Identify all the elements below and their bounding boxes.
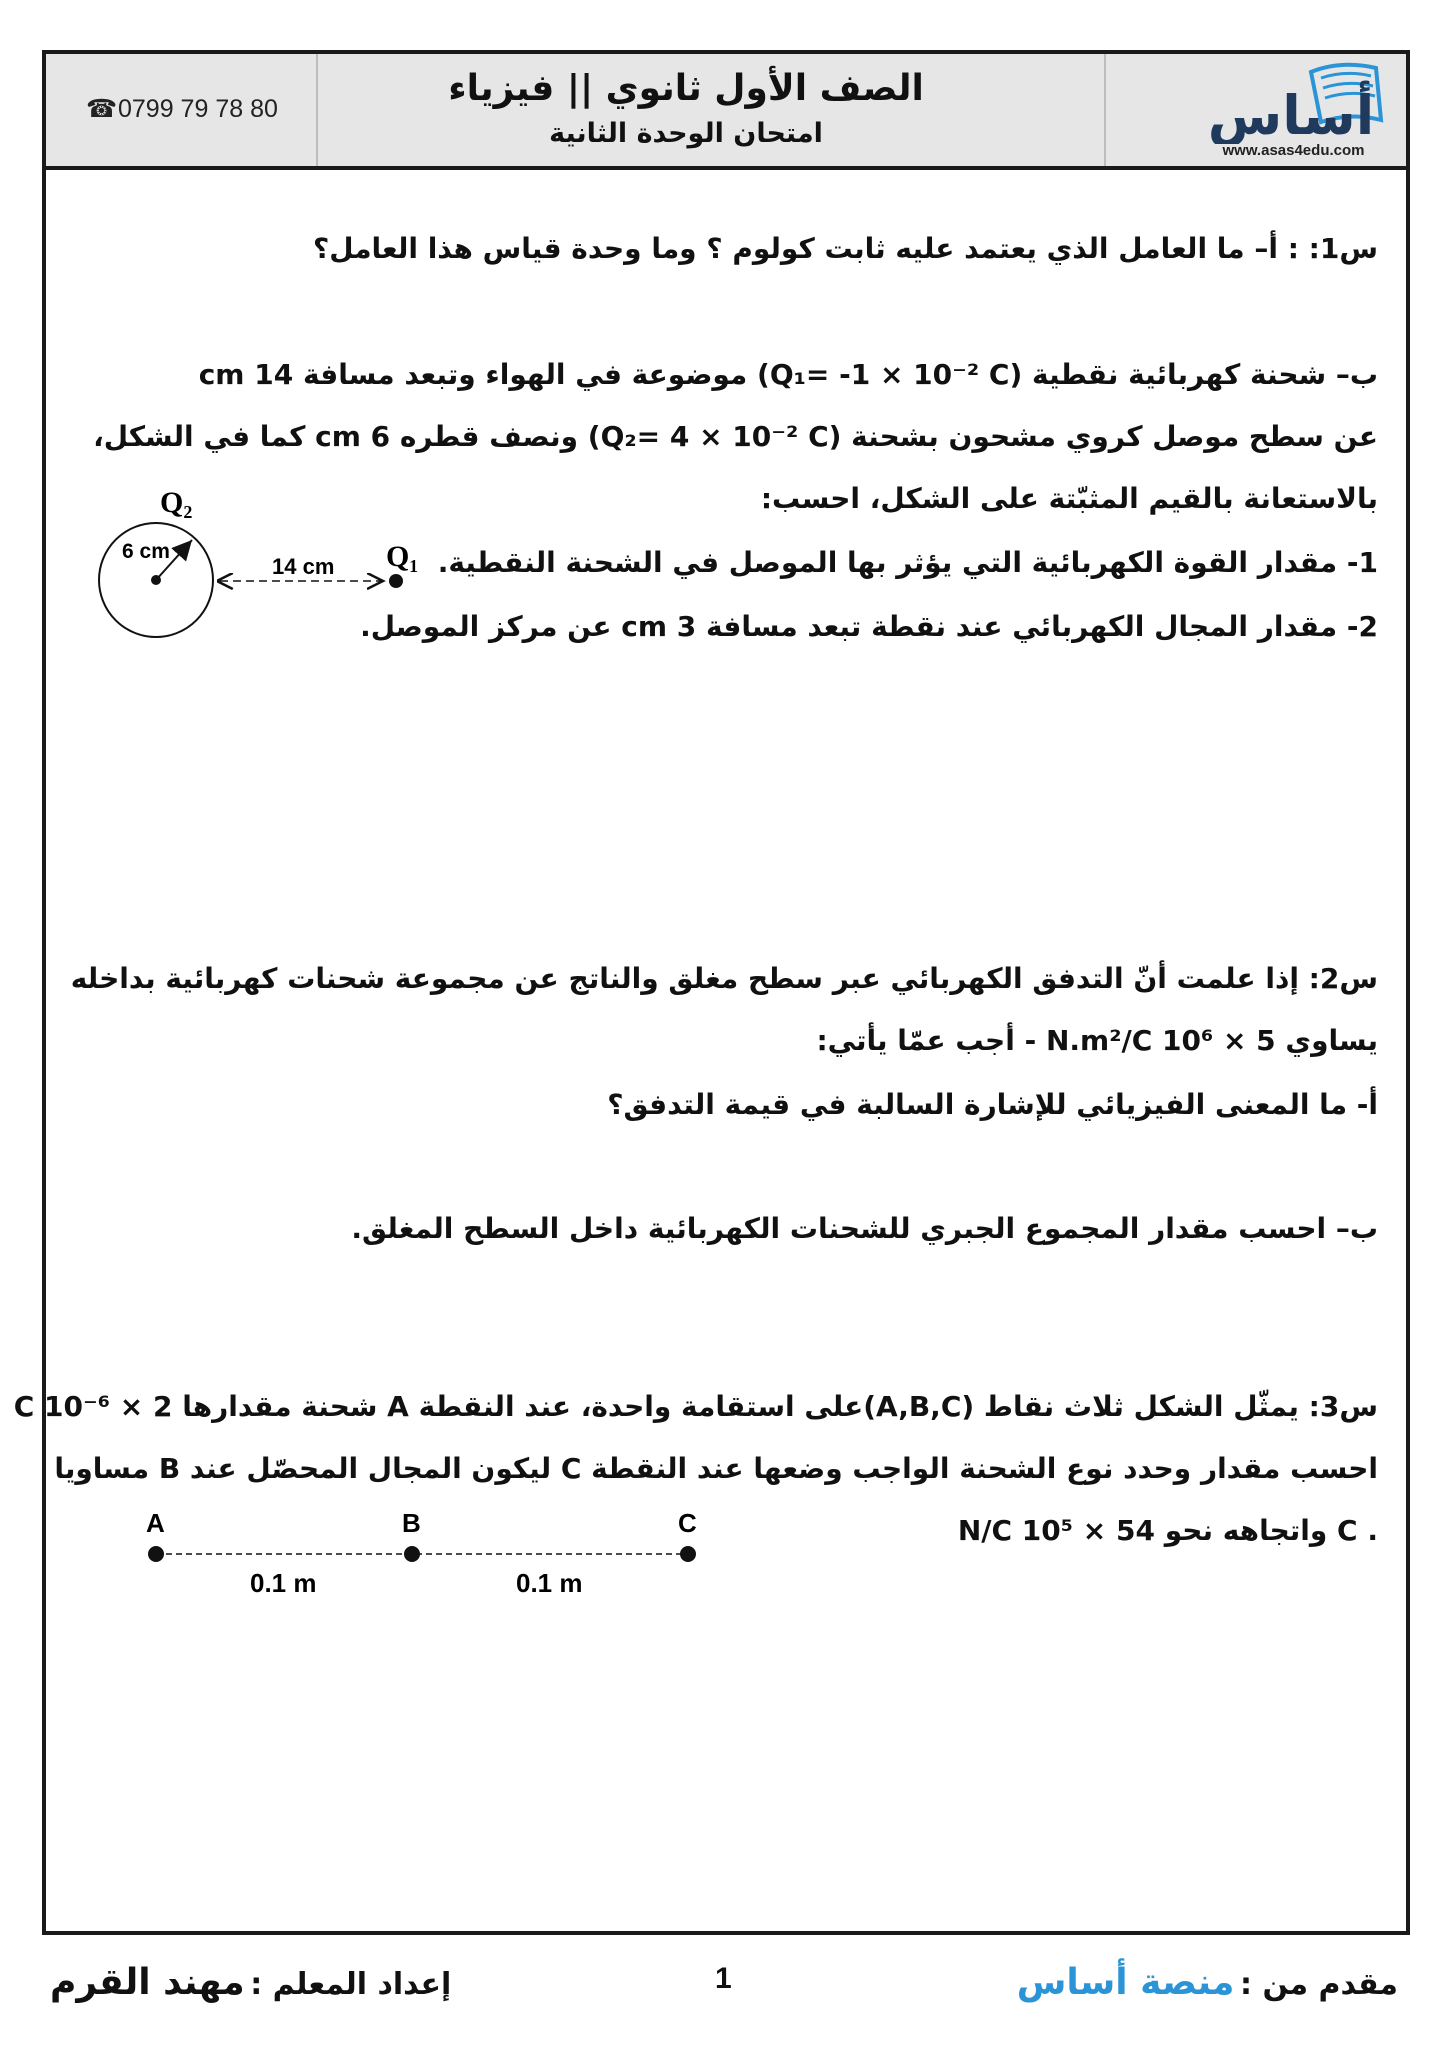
page-subtitle: امتحان الوحدة الثانية [549, 118, 823, 149]
footer-presented-by [1017, 1962, 1398, 2003]
distance-ab-label: 0.1 m [250, 1568, 317, 1598]
point-a-label: A [146, 1508, 165, 1538]
footer-prepared-by [50, 1962, 451, 2003]
distance-label: 14 cm [272, 554, 335, 579]
phone-text: 0799 79 78 80 [118, 95, 278, 123]
q3-line-1: س3: يمثّل الشكل ثلاث نقاط (A,B,C)على استقامة واحدة، عند النقطة A شحنة مقدارها C 10⁻⁶ × 2 [13, 1390, 1378, 1423]
q3-figure [130, 1500, 710, 1610]
distance-bc-label: 0.1 m [516, 1568, 583, 1598]
q1-item-2: 2- مقدار المجال الكهربائي عند نقطة تبعد مسافة 3 cm عن مركز الموصل. [360, 610, 1378, 643]
logo-wordmark: أساس [1207, 84, 1375, 144]
presented-label: مقدم من : [1240, 1967, 1398, 2002]
q1-part-b-line1: ب– شحنة كهربائية نقطية (Q₁= -1 × 10⁻² C) موضوعة في الهواء وتبعد مسافة 14 cm [198, 358, 1378, 391]
q3-line-3: N/C 10⁵ × 54 واتجاهه نحو C . [957, 1514, 1378, 1547]
brand-logo [1191, 60, 1396, 164]
page-number: 1 [715, 1962, 732, 1995]
header-divider-right [1104, 54, 1106, 166]
point-a [148, 1546, 164, 1562]
radius-label: 6 cm [122, 540, 170, 563]
header-divider-left [316, 54, 318, 166]
q1-figure [80, 480, 440, 650]
point-c [680, 1546, 696, 1562]
q1-item-1: 1- مقدار القوة الكهربائية التي يؤثر بها الموصل في الشحنة النقطية. [437, 546, 1378, 579]
point-charge-q1 [389, 574, 403, 588]
q2-line-1: س2: إذا علمت أنّ التدفق الكهربائي عبر سطح مغلق والناتج عن مجموعة شحنات كهربائية بداخله [70, 962, 1378, 995]
phone-icon: ☎ [86, 95, 118, 123]
q1-part-b-line2: عن سطح موصل كروي مشحون بشحنة (Q₂= 4 × 10⁻² C) ونصف قطره 6 cm كما في الشكل، [93, 420, 1378, 453]
q1-part-b-line3: بالاستعانة بالقيم المثبّتة على الشكل، احسب: [760, 482, 1378, 515]
point-c-label: C [678, 1508, 697, 1538]
header [46, 54, 1406, 170]
q3-line-2: احسب مقدار وحدد نوع الشحنة الواجب وضعها عند النقطة C ليكون المجال المحصّل عند B مساويا [54, 1452, 1378, 1485]
point-b-label: B [402, 1508, 421, 1538]
q2-charge-label: Q₂ [160, 486, 193, 519]
teacher-name: مهند القرم [50, 1962, 245, 2003]
q2-part-a: أ- ما المعنى الفيزيائي للإشارة السالبة في قيمة التدفق؟ [607, 1088, 1378, 1121]
q1-charge-label: Q₁ [386, 540, 419, 573]
q2-part-b: ب– احسب مقدار المجموع الجبري للشحنات الكهربائية داخل السطح المغلق. [351, 1212, 1378, 1245]
phone-number [86, 94, 278, 124]
platform-name: منصة أساس [1016, 1962, 1235, 2003]
prepared-label: إعداد المعلم : [250, 1967, 452, 2002]
q2-line-2: يساوي N.m²/C 10⁶ × 5 - أجب عمّا يأتي: [816, 1024, 1378, 1057]
website-url: www.asas4edu.com [1222, 142, 1365, 159]
page-title: الصف الأول ثانوي || فيزياء [448, 68, 924, 109]
point-b [404, 1546, 420, 1562]
book-logo-icon [1191, 60, 1396, 144]
q1-part-a: س1: : أ– ما العامل الذي يعتمد عليه ثابت كولوم ؟ وما وحدة قياس هذا العامل؟ [312, 232, 1378, 265]
